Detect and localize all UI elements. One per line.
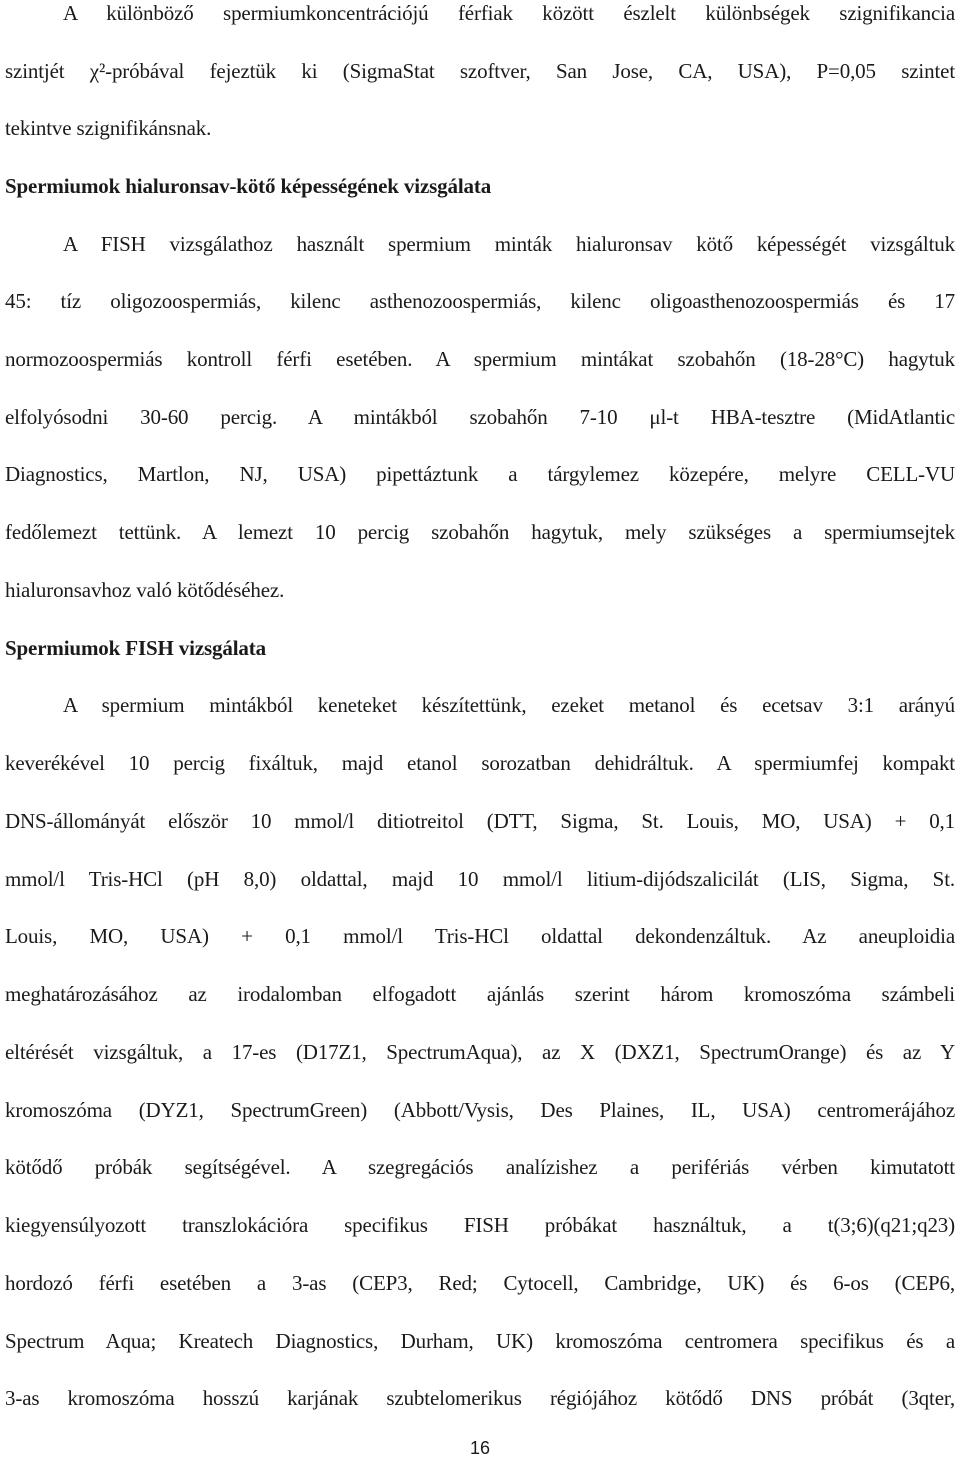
text-line: kötődő próbák segítségével. A szegregációs analízishez a perifériás vérben kimutatott xyxy=(5,1155,955,1179)
text-line: hordozó férfi esetében a 3-as (CEP3, Red; Cytocell, Cambridge, UK) és 6-os (CEP6, xyxy=(5,1271,955,1295)
page-number: 16 xyxy=(469,1438,491,1458)
text-line: A FISH vizsgálathoz használt spermium minták hialuronsav kötő képességét vizsgáltuk xyxy=(63,232,955,256)
text-line: tekintve szignifikánsnak. xyxy=(5,116,212,140)
text-line: keverékével 10 percig fixáltuk, majd etanol sorozatban dehidráltuk. A spermiumfej kompakt xyxy=(5,751,955,775)
text-line: kromoszóma (DYZ1, SpectrumGreen) (Abbott/Vysis, Des Plaines, IL, USA) centromerájához xyxy=(5,1098,955,1122)
text-line: szintjét χ²-próbával fejeztük ki (SigmaStat szoftver, San Jose, CA, USA), P=0,05 szintet xyxy=(5,59,955,83)
text-line: hialuronsavhoz való kötődéséhez. xyxy=(5,578,285,602)
text-line: 3-as kromoszóma hosszú karjának szubtelomerikus régiójához kötődő DNS próbát (3qter, xyxy=(5,1386,955,1410)
text-line: fedőlemezt tettünk. A lemezt 10 percig szobahőn hagytuk, mely szükséges a spermiumsejtek xyxy=(5,520,955,544)
section-heading: Spermiumok hialuronsav-kötő képességének vizsgálata xyxy=(5,174,492,198)
text-line: Spectrum Aqua; Kreatech Diagnostics, Durham, UK) kromoszóma centromera specifikus és a xyxy=(5,1329,955,1353)
text-line: Louis, MO, USA) + 0,1 mmol/l Tris-HCl oldattal dekondenzáltuk. Az aneuploidia xyxy=(5,924,955,948)
text-line: DNS-állományát először 10 mmol/l ditiotreitol (DTT, Sigma, St. Louis, MO, USA) + 0,1 xyxy=(5,809,955,833)
text-line: normozoospermiás kontroll férfi esetében. A spermium mintákat szobahőn (18-28°C) hagytuk xyxy=(5,347,955,371)
text-line: 45: tíz oligozoospermiás, kilenc asthenozoospermiás, kilenc oligoasthenozoospermiás és 17 xyxy=(5,289,955,313)
text-line: eltérését vizsgáltuk, a 17-es (D17Z1, SpectrumAqua), az X (DXZ1, SpectrumOrange) és az Y xyxy=(5,1040,955,1064)
text-line: A különböző spermiumkoncentrációjú férfiak között észlelt különbségek szignifikancia xyxy=(63,1,955,25)
text-line: kiegyensúlyozott transzlokációra specifikus FISH próbákat használtuk, a t(3;6)(q21;q23) xyxy=(5,1213,955,1237)
text-line: mmol/l Tris-HCl (pH 8,0) oldattal, majd 10 mmol/l litium-dijódszalicilát (LIS, Sigma, St. xyxy=(5,867,955,891)
text-line: meghatározásához az irodalomban elfogadott ajánlás szerint három kromoszóma számbeli xyxy=(5,982,955,1006)
text-line: elfolyósodni 30-60 percig. A mintákból szobahőn 7-10 μl-t HBA-tesztre (MidAtlantic xyxy=(5,405,955,429)
text-line: A spermium mintákból keneteket készítettünk, ezeket metanol és ecetsav 3:1 arányú xyxy=(63,693,955,717)
text-line: Diagnostics, Martlon, NJ, USA) pipettáztunk a tárgylemez közepére, melyre CELL-VU xyxy=(5,462,955,486)
section-heading: Spermiumok FISH vizsgálata xyxy=(5,636,266,660)
